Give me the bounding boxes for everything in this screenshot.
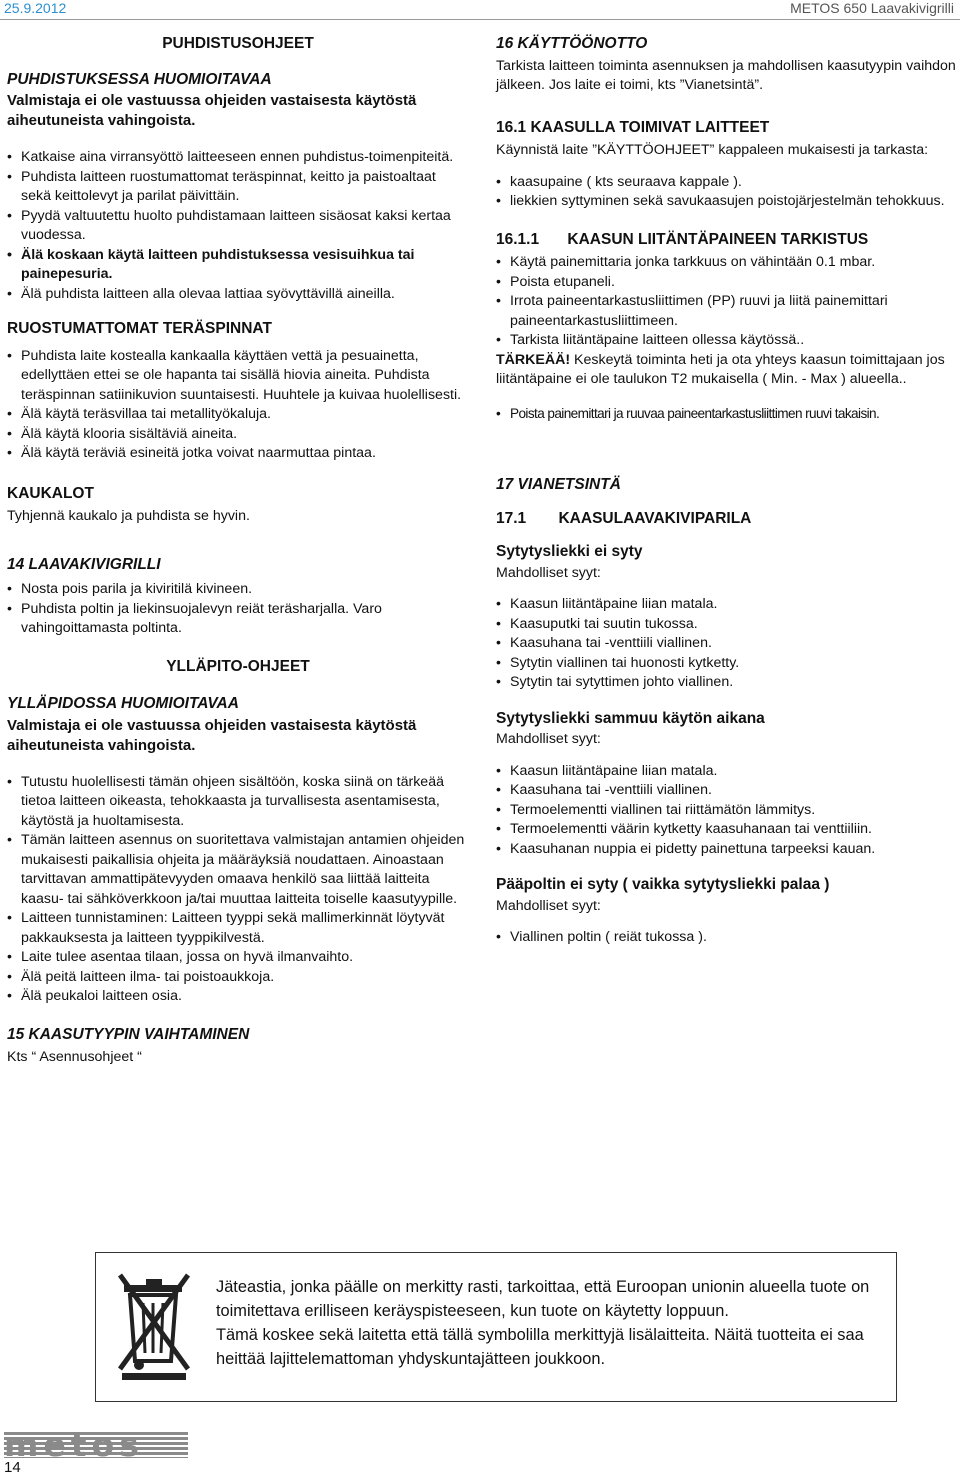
cleaning-subtitle: PUHDISTUKSESSA HUOMIOITAVAA: [7, 70, 272, 88]
section-17-title: 17 VIANETSINTÄ: [496, 476, 621, 493]
list-item: • Irrota paineentarkastusliittimen (PP) ruuvi ja liitä painemittari paineentarkastusliittimeen.: [496, 292, 959, 331]
list-item: • kaasupaine ( kts seuraava kappale ).: [496, 173, 959, 193]
maintenance-subtitle: YLLÄPIDOSSA HUOMIOITAVAA: [7, 695, 239, 712]
list-item: • Sytytin tai sytyttimen johto viallinen.: [496, 673, 959, 693]
important-note: [496, 351, 959, 390]
list-item: • Älä käytä teräviä esineitä jotka voivat naarmuttaa pintaa.: [7, 444, 469, 464]
problem-1-subtitle: Mahdolliset syyt:: [496, 564, 601, 581]
important-mark: !: [565, 351, 571, 368]
cleaning-list: [7, 148, 469, 304]
list-item: • Tutustu huolellisesti tämän ohjeen sisältöön, koska siinä on tärkeää tietoa laitteen oikeasta, tehokkaasta ja turvallisesta asentamisesta, käytöstä ja huoltamisesta.: [7, 773, 469, 832]
weee-notice-box: [95, 1252, 897, 1402]
problem-3-list: [496, 928, 959, 948]
right-column: [496, 34, 959, 948]
section-16-1-text: Käynnistä laite ”KÄYTTÖOHJEET” kappaleen mukaisesti ja tarkasta:: [496, 142, 929, 158]
list-item: • Käytä painemittaria jonka tarkkuus on vähintään 0.1 mbar.: [496, 253, 959, 273]
list-item: • Nosta pois parila ja kiviritilä kivineen.: [7, 580, 469, 600]
section-15-text: Kts “ Asennusohjeet “: [7, 1049, 142, 1065]
steel-title: RUOSTUMATTOMAT TERÄSPINNAT: [7, 320, 272, 337]
section-17-1-number: 17.1: [496, 509, 527, 527]
section-16-1-list: [496, 173, 959, 212]
footer-logo-lettering: [4, 1425, 144, 1464]
header-rule: [0, 19, 960, 20]
logo-wordmark: metos: [4, 1425, 144, 1464]
list-item: • Kaasuhana tai -venttiili viallinen.: [496, 634, 959, 654]
problem-3-subtitle: Mahdolliset syyt:: [496, 897, 601, 914]
important-label: TÄRKEÄÄ: [496, 351, 566, 368]
section-14-title: 14 LAAVAKIVIGRILLI: [7, 555, 161, 573]
left-column: [7, 34, 469, 1068]
section-16-title: 16 KÄYTTÖÖNOTTO: [496, 35, 648, 52]
cleaning-title: PUHDISTUSOHJEET: [162, 35, 314, 52]
header-title: METOS 650 Laavakivigrilli: [790, 0, 954, 16]
list-item: • liekkien syttyminen sekä savukaasujen poistojärjestelmän tehokkuus.: [496, 192, 959, 212]
list-item: • Tämän laitteen asennus on suoritettava valmistajan antamien ohjeiden mukaisesti paikallisia ohjeita ja määräyksiä noudattaen. Ainoastaan tarvittavan ammattipätevyyden omaava henkilö saa liittää laitteita kaasu- tai sähköverkkoon ja/tai muuttaa laitteita toiselle kaasutyypille.: [7, 831, 469, 909]
list-item: • Katkaise aina virransyöttö laitteeseen ennen puhdistus-toimenpiteitä.: [7, 148, 469, 168]
section-14-list: [7, 580, 469, 639]
list-item: • Sytytin viallinen tai huonosti kytketty.: [496, 654, 959, 674]
disclaimer-2: Valmistaja ei ole vastuussa ohjeiden vastaisesta käytöstä aiheutuneista vahingoista.: [7, 716, 417, 754]
kaukalot-text: Tyhjennä kaukalo ja puhdista se hyvin.: [7, 508, 250, 524]
section-15-title: 15 KAASUTYYPIN VAIHTAMINEN: [7, 1025, 250, 1043]
list-item: • Älä peukaloi laitteen osia.: [7, 987, 469, 1007]
steel-list: [7, 347, 469, 464]
list-item: • Kaasun liitäntäpaine liian matala.: [496, 762, 959, 782]
problem-3-title: Pääpoltin ei syty ( vaikka sytytysliekki palaa ): [496, 876, 830, 893]
section-16-1-title: 16.1 KAASULLA TOIMIVAT LAITTEET: [496, 118, 770, 136]
list-item: • Puhdista poltin ja liekinsuojalevyn reiät teräsharjalla. Varo vahingoittamasta poltinta.: [7, 600, 469, 639]
problem-2-subtitle: Mahdolliset syyt:: [496, 731, 601, 747]
list-item: • Laitteen tunnistaminen: Laitteen tyyppi sekä mallimerkinnät löytyvät pakkauksesta ja laitteen tyyppikilvestä.: [7, 909, 469, 948]
weee-text: [216, 1275, 876, 1371]
list-item: • Laite tulee asentaa tilaan, jossa on hyvä ilmanvaihto.: [7, 948, 469, 968]
list-item: • Älä käytä teräsvillaa tai metallityökaluja.: [7, 405, 469, 425]
list-item: • Puhdista laite kostealla kankaalla käyttäen vettä ja pesuainetta, edellyttäen ettei se ole hapanta tai sisällä hiovia aineita. Puhdista teräspinnan satiinikuvion suuntaisesti. Huuhtele ja kuivaa huolellisesti.: [7, 347, 469, 406]
header-date: 25.9.2012: [4, 0, 67, 16]
list-item: • Viallinen poltin ( reiät tukossa ).: [496, 928, 959, 948]
maintenance-list: [7, 773, 469, 1007]
section-16-text: Tarkista laitteen toiminta asennuksen ja mahdollisen kaasutyypin vaihdon jälkeen. Jos laite ei toimi, kts ”Vianetsintä”.: [496, 57, 956, 93]
list-item: • Kaasuhanan nuppia ei pidetty painettuna tarpeeksi kauan.: [496, 840, 959, 860]
kaukalot-title: KAUKALOT: [7, 484, 94, 502]
list-item: • Pyydä valtuutettu huolto puhdistamaan laitteen sisäosat kaksi kertaa vuodessa.: [7, 207, 469, 246]
important-text: Keskeytä toiminta heti ja ota yhteys kaasun toimittajaan jos liitäntäpaine ei ole taulukon T2 mukaisella ( Min. - Max ) alueella..: [496, 351, 945, 387]
problem-2-list: [496, 762, 959, 860]
section-16-1-1-heading: KAASUN LIITÄNTÄPAINEEN TARKISTUS: [567, 230, 869, 248]
problem-1-title: Sytytysliekki ei syty: [496, 543, 643, 560]
list-item: • Tarkista liitäntäpaine laitteen ollessa käytössä..: [496, 331, 959, 351]
problem-2-title: Sytytysliekki sammuu käytön aikana: [496, 709, 765, 727]
list-item: • Älä peitä laitteen ilma- tai poistoaukkoja.: [7, 968, 469, 988]
list-item: • Kaasuputki tai suutin tukossa.: [496, 615, 959, 635]
list-item: • Kaasun liitäntäpaine liian matala.: [496, 595, 959, 615]
section-16-1-1-list: [496, 253, 959, 351]
list-item: • Älä koskaan käytä laitteen puhdistuksessa vesisuihkua tai painepesuria.: [7, 246, 469, 285]
weee-line-1: Jäteastia, jonka päälle on merkitty rasti, tarkoittaa, että Euroopan unionin alueella tuote on toimitettava erilliseen keräyspisteeseen, kun tuote on käytetty loppuun.: [216, 1278, 870, 1320]
list-item: • Puhdista laitteen ruostumattomat teräspinnat, keitto ja paistoaltaat sekä keittolevyt ja parilat päivittäin.: [7, 168, 469, 207]
list-item: • Termoelementti viallinen tai riittämätön lämmitys.: [496, 801, 959, 821]
section-17-1-title: [496, 509, 959, 529]
section-17-1-heading: KAASULAAVAKIVIPARILA: [558, 509, 752, 527]
list-item: • Termoelementti väärin kytketty kaasuhanaan tai venttiiliin.: [496, 820, 959, 840]
problem-1-list: [496, 595, 959, 693]
weee-line-2: Tämä koskee sekä laitetta että tällä symbolilla merkittyjä lisälaitteita. Näitä tuotteita ei saa heittää lajittelemattoman yhdyskuntajätteen joukkoon.: [216, 1326, 864, 1368]
remove-gauge-list: [496, 404, 959, 424]
section-16-1-1-number: 16.1.1: [496, 230, 540, 248]
disclaimer-1: Valmistaja ei ole vastuussa ohjeiden vastaisesta käytöstä aiheutuneista vahingoista.: [7, 92, 417, 129]
page-number: 14: [4, 1459, 21, 1476]
section-16-1-1-title: [496, 230, 959, 250]
list-item: • Älä käytä klooria sisältäviä aineita.: [7, 425, 469, 445]
maintenance-title: YLLÄPITO-OHJEET: [166, 657, 310, 675]
list-item: • Kaasuhana tai -venttiili viallinen.: [496, 781, 959, 801]
crossed-bin-icon: [114, 1269, 194, 1381]
list-item: • Älä puhdista laitteen alla olevaa lattiaa syövyttävillä aineilla.: [7, 285, 469, 305]
list-item: • Poista painemittari ja ruuvaa paineentarkastusliittimen ruuvi takaisin.: [496, 404, 959, 424]
list-item: • Poista etupaneli.: [496, 273, 959, 293]
